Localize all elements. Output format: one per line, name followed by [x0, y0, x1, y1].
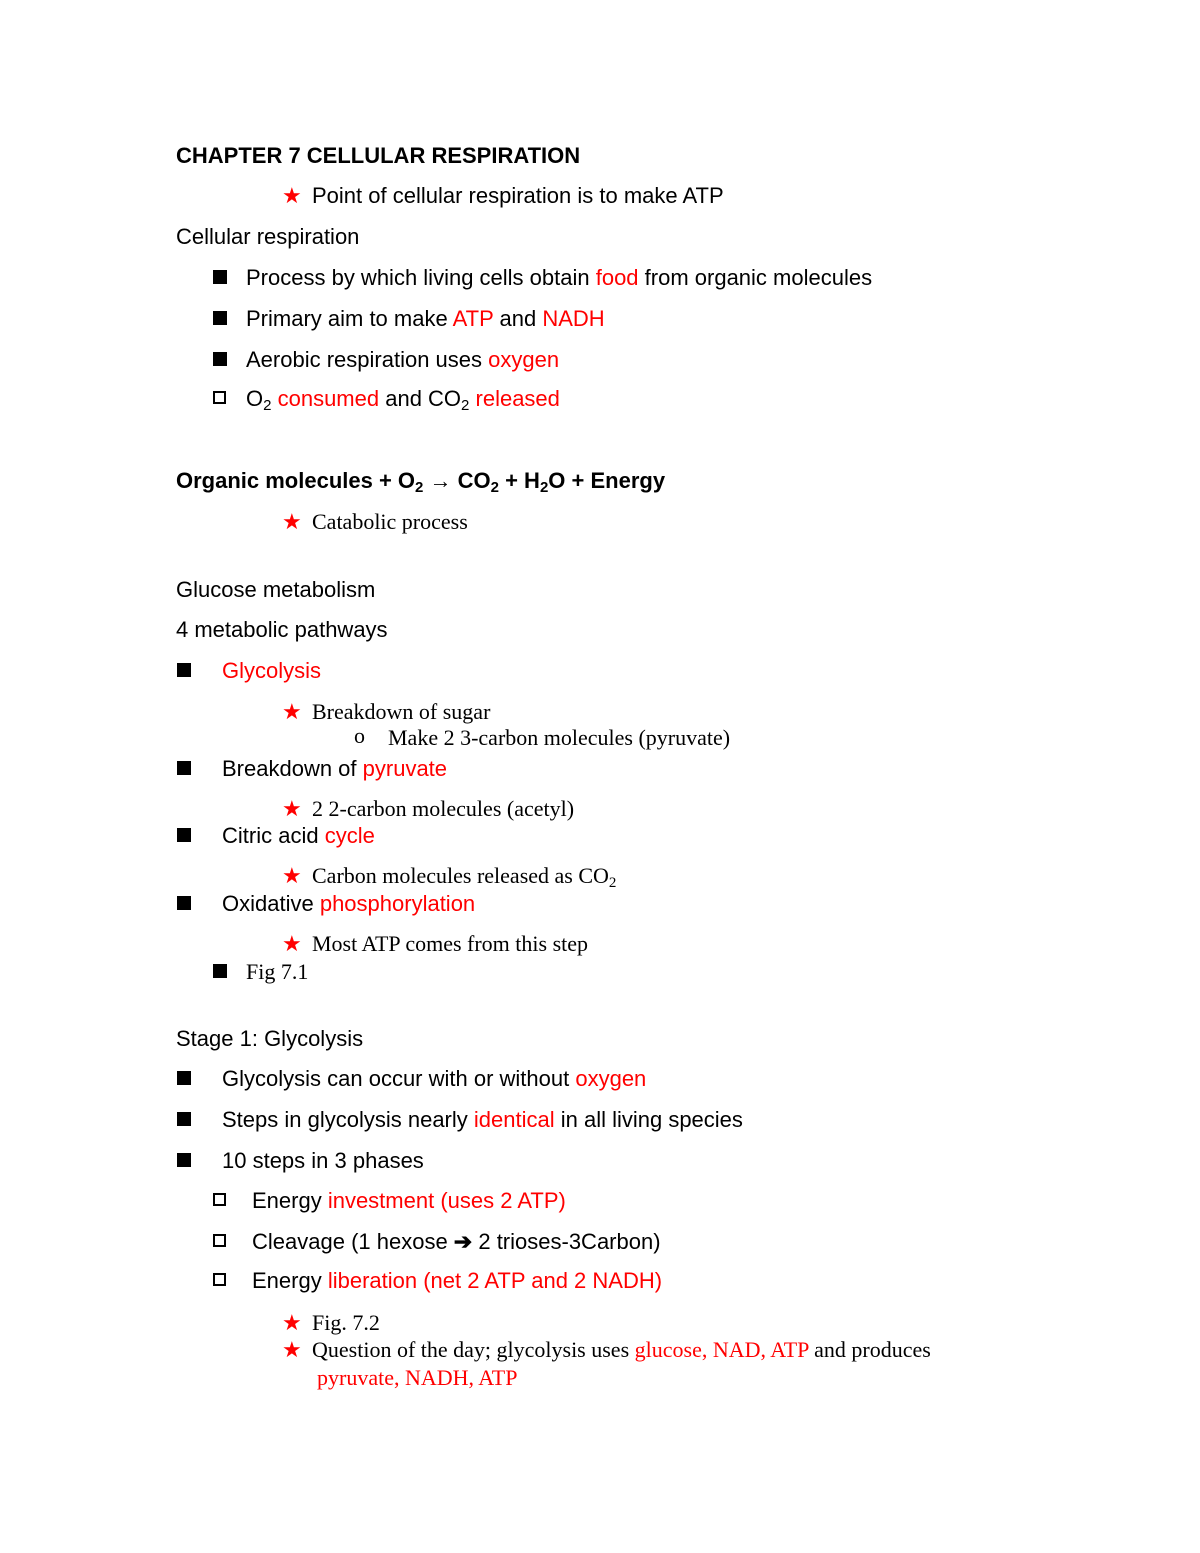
filled-square-bullet-icon	[177, 663, 191, 677]
list-item: $O_2$ consumed and $CO_2$ released	[246, 386, 560, 414]
arrow-icon: ➔	[453, 1229, 473, 1254]
page-title: CHAPTER 7 CELLULAR RESPIRATION	[176, 143, 581, 168]
star-icon: ★	[282, 1310, 302, 1335]
figure-reference: Fig 7.1	[246, 959, 309, 984]
empty-square-bullet-icon	[213, 1193, 226, 1206]
star-icon: ★	[282, 796, 302, 821]
star-icon: ★	[282, 509, 302, 534]
list-item: Glycolysis can occur with or without oxygen	[222, 1066, 647, 1091]
filled-square-bullet-icon	[177, 828, 191, 842]
empty-square-bullet-icon	[213, 1234, 226, 1247]
phase-item: Cleavage (1 hexose ➔ 2 trioses-3Carbon)	[252, 1229, 661, 1254]
equation: Organic molecules + $O_2 \to CO_2 + H_2O$ + Energy	[176, 468, 666, 496]
list-item: Steps in glycolysis nearly identical in all living species	[222, 1107, 743, 1132]
filled-square-bullet-icon	[213, 311, 227, 325]
section-heading: Cellular respiration	[176, 224, 360, 249]
intro-text: Point of cellular respiration is to make ATP	[312, 183, 724, 208]
section-subheading: 4 metabolic pathways	[176, 617, 388, 642]
list-item: 10 steps in 3 phases	[222, 1148, 424, 1173]
section-heading: Glucose metabolism	[176, 577, 376, 602]
intro-item	[282, 182, 724, 210]
filled-square-bullet-icon	[177, 1153, 191, 1167]
star-icon: ★	[282, 931, 302, 956]
filled-square-bullet-icon	[177, 1071, 191, 1085]
pathway-item: Citric acid cycle	[222, 823, 375, 848]
star-item: ★ Catabolic process	[282, 509, 468, 534]
section-heading: Stage 1: Glycolysis	[176, 1026, 364, 1051]
star-item: ★ Question of the day; glycolysis uses glucose, NAD, ATP and produces	[282, 1337, 931, 1362]
circle-bullet-icon: o	[354, 723, 365, 748]
star-item: ★ Most ATP comes from this step	[282, 931, 589, 956]
phase-item: Energy investment (uses 2 ATP)	[252, 1188, 566, 1213]
empty-square-bullet-icon	[213, 391, 226, 404]
sub-item: Make 2 3-carbon molecules (pyruvate)	[388, 725, 731, 750]
phase-item: Energy liberation (net 2 ATP and 2 NADH)	[252, 1268, 663, 1293]
pathway-item: Oxidative phosphorylation	[222, 891, 476, 916]
star-icon: ★	[282, 183, 302, 208]
list-item: Primary aim to make ATP and NADH	[246, 306, 605, 331]
filled-square-bullet-icon	[177, 1112, 191, 1126]
filled-square-bullet-icon	[213, 352, 227, 366]
filled-square-bullet-icon	[213, 964, 227, 978]
pathway-item: Glycolysis	[222, 658, 322, 683]
list-item: Process by which living cells obtain food from organic molecules	[246, 265, 873, 290]
pathway-item: Breakdown of pyruvate	[222, 756, 448, 781]
filled-square-bullet-icon	[177, 761, 191, 775]
star-item: ★ Fig. 7.2	[282, 1310, 380, 1335]
filled-square-bullet-icon	[177, 896, 191, 910]
star-icon: ★	[282, 699, 302, 724]
filled-square-bullet-icon	[213, 270, 227, 284]
star-icon: ★	[282, 863, 302, 888]
star-item: ★ 2 2-carbon molecules (acetyl)	[282, 796, 575, 821]
star-item: ★ Breakdown of sugar	[282, 699, 491, 724]
star-icon: ★	[282, 1337, 302, 1362]
star-item: ★ Carbon molecules released as $CO_2$	[282, 863, 617, 891]
list-item: Aerobic respiration uses oxygen	[246, 347, 560, 372]
star-item-continuation: pyruvate, NADH, ATP	[317, 1365, 518, 1390]
empty-square-bullet-icon	[213, 1273, 226, 1286]
